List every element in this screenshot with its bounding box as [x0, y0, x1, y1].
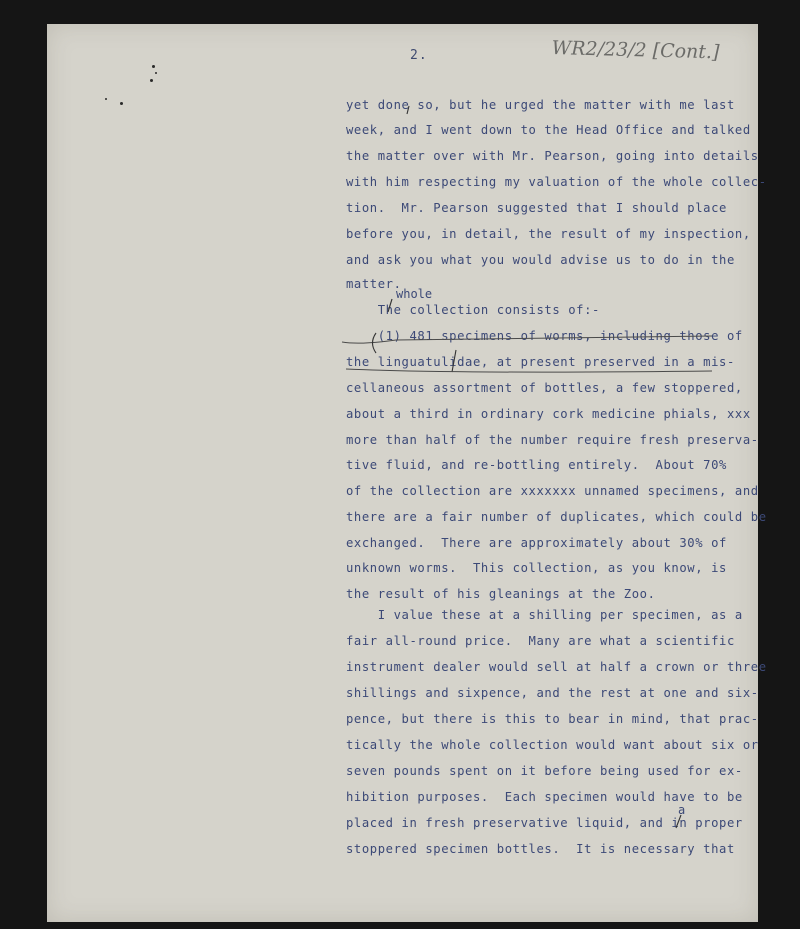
- text-line: the result of his gleanings at the Zoo.: [346, 587, 656, 601]
- insertion-line: [452, 350, 456, 372]
- text-line: instrument dealer would sell at half a crown or three: [346, 660, 767, 674]
- correction-mark: [407, 106, 409, 114]
- text-line: about a third in ordinary cork medicine phials, xxx: [346, 407, 751, 421]
- text-line: before you, in detail, the result of my inspection,: [346, 227, 751, 241]
- text-line: week, and I went down to the Head Office and talked: [346, 123, 751, 137]
- page-number: 2.: [410, 48, 428, 63]
- inserted-word-whole: whole: [396, 287, 433, 301]
- text-line: tically the whole collection would want about six or: [346, 738, 759, 752]
- text-line: of the collection are xxxxxxx unnamed specimens, and: [346, 484, 759, 498]
- text-line: unknown worms. This collection, as you know, is: [346, 561, 727, 575]
- text-line: seven pounds spent on it before being used for ex-: [346, 764, 743, 778]
- bracket-mark: [373, 333, 377, 353]
- text-line: I value these at a shilling per specimen, as a: [346, 608, 743, 622]
- inserted-word-a: a: [678, 803, 686, 817]
- text-line: stoppered specimen bottles. It is necessary that: [346, 842, 735, 856]
- text-line: shillings and sixpence, and the rest at one and six-: [346, 686, 759, 700]
- text-line: pence, but there is this to bear in mind, that prac-: [346, 712, 759, 726]
- text-line: with him respecting my valuation of the whole collec-: [346, 175, 767, 189]
- text-line: matter.: [346, 277, 402, 291]
- text-line: more than half of the number require fresh preserva-: [346, 433, 759, 447]
- caret-mark: [676, 815, 681, 828]
- text-line: the linguatulidae, at present preserved in a mis-: [346, 355, 735, 369]
- text-line: placed in fresh preservative liquid, and in proper: [346, 816, 743, 830]
- underline-mark: [346, 369, 712, 372]
- text-line: tion. Mr. Pearson suggested that I should place: [346, 201, 727, 215]
- text-line: the matter over with Mr. Pearson, going into details: [346, 149, 759, 163]
- text-line: yet done so, but he urged the matter with me last: [346, 98, 735, 112]
- text-line: and ask you what you would advise us to do in the: [346, 253, 735, 267]
- text-line: cellaneous assortment of bottles, a few stoppered,: [346, 381, 743, 395]
- text-line: hibition purposes. Each specimen would have to be: [346, 790, 743, 804]
- text-line: (1) 481 specimens of worms, including those of: [346, 329, 743, 343]
- text-line: fair all-round price. Many are what a scientific: [346, 634, 735, 648]
- caret-mark: [388, 299, 392, 312]
- text-line: there are a fair number of duplicates, which could be: [346, 510, 767, 524]
- text-line: The collection consists of:-: [346, 303, 600, 317]
- text-line: exchanged. There are approximately about 30% of: [346, 536, 727, 550]
- archive-reference-annotation: WR2/23/2 [Cont.]: [551, 37, 720, 64]
- underline-mark: [342, 336, 712, 343]
- text-line: tive fluid, and re-bottling entirely. About 70%: [346, 458, 727, 472]
